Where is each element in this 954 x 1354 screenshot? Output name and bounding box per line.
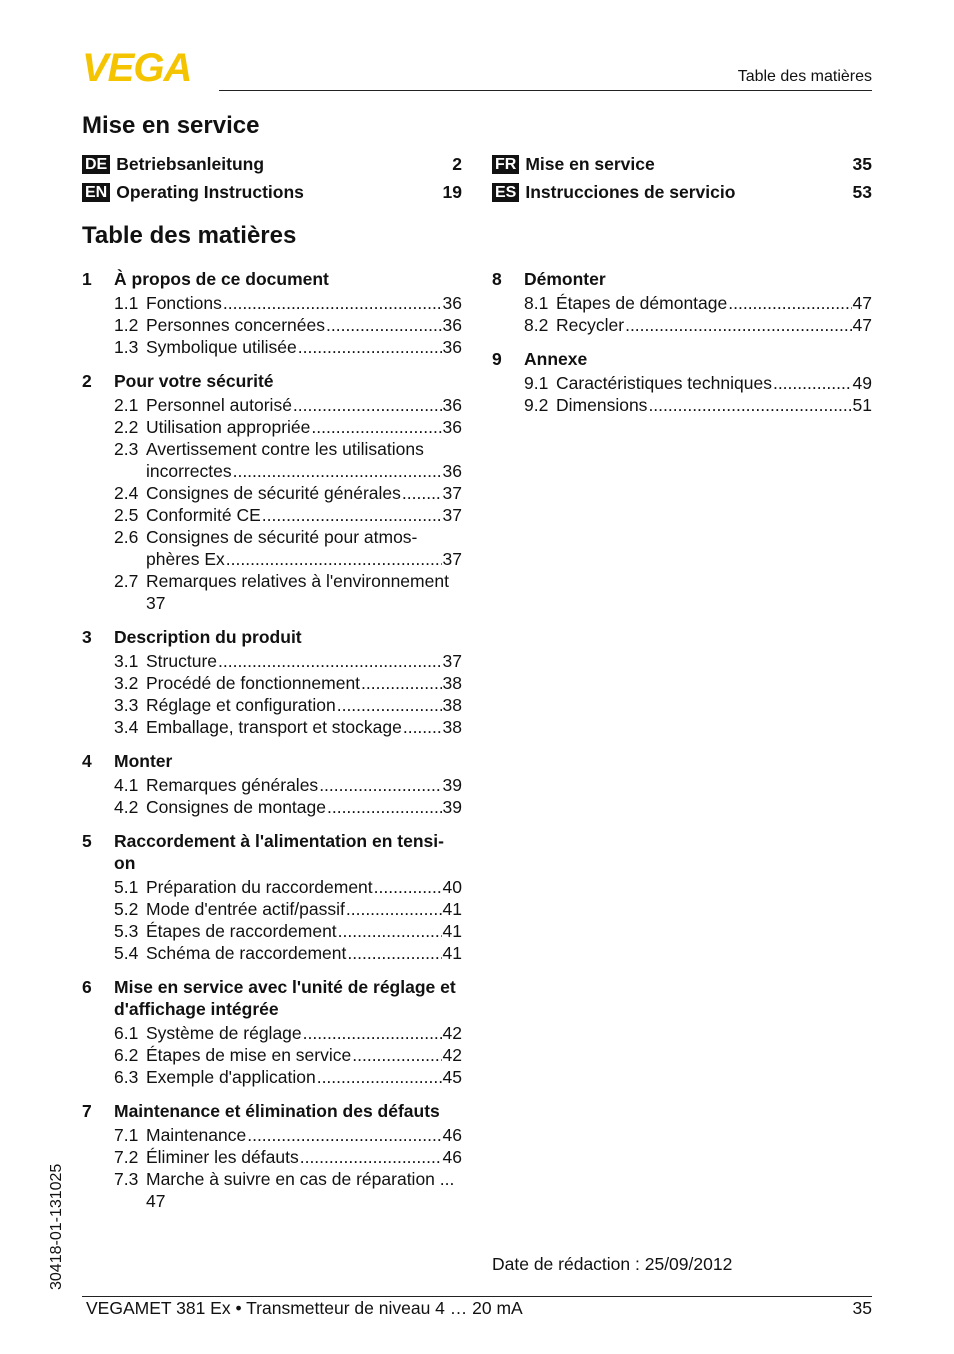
entry-text: Consignes de sécurité pour atmos-: [146, 527, 418, 547]
entry-body: [146, 394, 462, 416]
entry-text: Procédé de fonctionnement: [146, 673, 361, 693]
dot-leader: [337, 694, 442, 716]
entry-body: [556, 314, 872, 336]
toc-entry[interactable]: [82, 650, 462, 672]
section-title: Raccordement à l'alimentation en tensi- on: [114, 831, 444, 873]
entry-number: 7.2: [114, 1147, 139, 1167]
entry-number: 4.1: [114, 775, 139, 795]
entry-body: [146, 526, 462, 570]
entry-number: 2.4: [114, 483, 139, 503]
toc-section-heading[interactable]: [492, 268, 872, 290]
entry-body: [146, 774, 462, 796]
vega-logo: [82, 50, 212, 84]
entry-number: 9.1: [524, 373, 549, 393]
toc-section: [82, 830, 462, 964]
section-number: 4: [82, 751, 92, 771]
entry-number: 2.1: [114, 395, 139, 415]
lang-page: 19: [442, 181, 462, 202]
entry-number: 6.2: [114, 1045, 139, 1065]
entry-number: 6.1: [114, 1023, 139, 1043]
lang-code-badge: EN: [82, 183, 110, 202]
entry-text: Système de réglage: [146, 1023, 302, 1043]
lang-row-de[interactable]: [82, 153, 462, 175]
toc-entry[interactable]: [82, 1124, 462, 1146]
entry-body: [146, 672, 462, 694]
toc-entry[interactable]: [82, 774, 462, 796]
dot-leader: [233, 460, 442, 482]
entry-number: 7.1: [114, 1125, 139, 1145]
entry-page: 37: [442, 651, 462, 671]
entry-body: [146, 694, 462, 716]
entry-text: Marche à suivre en cas de réparation ...: [146, 1169, 455, 1189]
entry-text: Mode d'entrée actif/passif: [146, 899, 345, 919]
dot-leader: [347, 942, 441, 964]
entry-number: 1.1: [114, 293, 139, 313]
entry-body: [146, 336, 462, 358]
section-number: 3: [82, 627, 92, 647]
entry-page: 37: [442, 505, 462, 525]
entry-text: Conformité CE: [146, 505, 261, 525]
entry-number: 6.3: [114, 1067, 139, 1087]
toc-entry[interactable]: [82, 504, 462, 526]
entry-number: 2.2: [114, 417, 139, 437]
entry-continuation: [146, 548, 462, 570]
lang-row-fr[interactable]: [492, 153, 872, 175]
languages-heading: Mise en service: [82, 112, 260, 139]
toc-heading: Table des matières: [82, 222, 297, 249]
entry-body: [146, 292, 462, 314]
toc-section-heading[interactable]: [82, 1100, 462, 1122]
toc-entry[interactable]: [82, 1044, 462, 1066]
toc-entry[interactable]: [492, 292, 872, 314]
entry-body: [146, 1146, 462, 1168]
section-title: Pour votre sécurité: [114, 371, 274, 391]
entry-page: 36: [442, 417, 462, 437]
toc-entry[interactable]: [82, 416, 462, 438]
entry-text: Schéma de raccordement: [146, 943, 347, 963]
section-number: 6: [82, 977, 92, 997]
dot-leader: [303, 1022, 442, 1044]
toc-section-heading[interactable]: [492, 348, 872, 370]
entry-page: 38: [442, 717, 462, 737]
section-number: 9: [492, 349, 502, 369]
dot-leader: [403, 716, 442, 738]
entry-number: 1.3: [114, 337, 139, 357]
entry-number: 3.2: [114, 673, 139, 693]
toc-entry[interactable]: [492, 314, 872, 336]
entry-page: 39: [442, 775, 462, 795]
toc-section-heading[interactable]: [82, 268, 462, 290]
entry-body: [146, 1066, 462, 1088]
toc-section-heading[interactable]: [82, 626, 462, 648]
entry-number: 5.1: [114, 877, 139, 897]
entry-body: [146, 1044, 462, 1066]
entry-number: 9.2: [524, 395, 549, 415]
toc-entry[interactable]: [82, 1066, 462, 1088]
dot-leader: [625, 314, 851, 336]
entry-page: 37: [442, 483, 462, 503]
toc-entry[interactable]: [492, 372, 872, 394]
section-title: Monter: [114, 751, 173, 771]
section-number: 1: [82, 269, 92, 289]
entry-text: Réglage et configuration: [146, 695, 336, 715]
entry-body: [146, 650, 462, 672]
entry-body: [146, 504, 462, 526]
toc-entry[interactable]: [82, 942, 462, 964]
entry-body: [556, 394, 872, 416]
lang-page: 2: [452, 153, 462, 174]
dot-leader: [346, 898, 442, 920]
entry-text: Étapes de démontage: [556, 293, 728, 313]
entry-page: 40: [442, 877, 462, 897]
entry-text: Personnel autorisé: [146, 395, 292, 415]
entry-number: 3.3: [114, 695, 139, 715]
lang-label: Betriebsanleitung: [116, 153, 265, 174]
entry-text: Étapes de raccordement: [146, 921, 337, 941]
entry-text: Consignes de sécurité générales: [146, 483, 401, 503]
section-title: Démonter: [524, 269, 606, 289]
toc-entry[interactable]: [82, 672, 462, 694]
toc-entry[interactable]: [82, 920, 462, 942]
toc-section-heading[interactable]: [82, 830, 462, 874]
entry-page: 42: [442, 1045, 462, 1065]
entry-text: Symbolique utilisée: [146, 337, 297, 357]
lang-label: Operating Instructions: [116, 181, 304, 202]
toc-section: [492, 348, 872, 416]
entry-body: [146, 482, 462, 504]
toc-entry[interactable]: [82, 1022, 462, 1044]
section-title: Annexe: [524, 349, 588, 369]
toc-column-left: [82, 268, 462, 1224]
dot-leader: [319, 774, 441, 796]
dot-leader: [247, 1124, 441, 1146]
entry-text: Avertissement contre les utilisations: [146, 439, 424, 459]
dot-leader: [218, 650, 442, 672]
header-rule: [219, 90, 872, 91]
entry-page: 36: [442, 315, 462, 335]
entry-text: Structure: [146, 651, 217, 671]
toc-entry[interactable]: [82, 796, 462, 818]
toc-section: [82, 1100, 462, 1212]
entry-text: Recycler: [556, 315, 625, 335]
entry-page: 36: [442, 293, 462, 313]
toc-column-right: [492, 268, 872, 428]
lang-page: 53: [852, 181, 872, 202]
toc-entry[interactable]: [82, 336, 462, 358]
entry-text: Personnes concernées: [146, 315, 325, 335]
section-number: 8: [492, 269, 502, 289]
toc-entry[interactable]: [82, 482, 462, 504]
entry-text: Utilisation appropriée: [146, 417, 311, 437]
entry-number: 8.2: [524, 315, 549, 335]
entry-number: 5.3: [114, 921, 139, 941]
entry-text: Remarques générales: [146, 775, 319, 795]
lang-label: Instrucciones de servicio: [525, 181, 736, 202]
lang-code-badge: FR: [492, 155, 519, 174]
dot-leader: [300, 1146, 442, 1168]
entry-number: 7.3: [114, 1169, 139, 1189]
dot-leader: [352, 1044, 441, 1066]
entry-number: 2.3: [114, 439, 139, 459]
entry-number: 1.2: [114, 315, 139, 335]
entry-page: 41: [442, 943, 462, 963]
entry-number: 5.4: [114, 943, 139, 963]
entry-page: 36: [442, 337, 462, 357]
entry-text: Maintenance: [146, 1125, 247, 1145]
toc-section-heading[interactable]: [82, 976, 462, 1020]
toc-section: [82, 626, 462, 738]
entry-page: 36: [442, 395, 462, 415]
toc-entry[interactable]: [82, 876, 462, 898]
dot-leader: [262, 504, 442, 526]
entry-text: Dimensions: [556, 395, 648, 415]
entry-page: 47: [852, 293, 872, 313]
entry-number: 2.7: [114, 571, 139, 591]
entry-body: [556, 292, 872, 314]
entry-text: Remarques relatives à l'environnement: [146, 571, 449, 591]
entry-body: [146, 716, 462, 738]
entry-number: 5.2: [114, 899, 139, 919]
dot-leader: [402, 482, 442, 504]
entry-body: [146, 1168, 462, 1212]
lang-row-es[interactable]: [492, 181, 872, 203]
dot-leader: [317, 1066, 442, 1088]
entry-text: Fonctions: [146, 293, 222, 313]
dot-leader: [728, 292, 851, 314]
toc-entry[interactable]: [82, 898, 462, 920]
entry-text: Emballage, transport et stockage: [146, 717, 402, 737]
toc-entry[interactable]: [82, 438, 462, 482]
toc-entry[interactable]: [82, 314, 462, 336]
toc-entry[interactable]: [82, 526, 462, 570]
footer-page-number: 35: [852, 1298, 872, 1318]
dot-leader: [374, 876, 442, 898]
entry-number: 4.2: [114, 797, 139, 817]
entry-body: [146, 942, 462, 964]
entry-page: 42: [442, 1023, 462, 1043]
entry-number: 3.1: [114, 651, 139, 671]
dot-leader: [298, 336, 442, 358]
entry-text: Préparation du raccordement: [146, 877, 373, 897]
entry-text: Éliminer les défauts: [146, 1147, 299, 1167]
section-title: Description du produit: [114, 627, 302, 647]
entry-body: [146, 920, 462, 942]
section-number: 7: [82, 1101, 92, 1121]
section-title: À propos de ce document: [114, 269, 329, 289]
dot-leader: [648, 394, 851, 416]
running-title: Table des matières: [737, 68, 872, 85]
entry-body: [146, 1124, 462, 1146]
lang-code-badge: DE: [82, 155, 110, 174]
toc-entry[interactable]: [492, 394, 872, 416]
entry-body: [146, 898, 462, 920]
entry-page: 51: [852, 395, 872, 415]
entry-page: 46: [442, 1125, 462, 1145]
toc-entry[interactable]: [82, 394, 462, 416]
entry-text: Caractéristiques techniques: [556, 373, 772, 393]
logo-text: VEGA: [82, 50, 192, 84]
toc-section-heading[interactable]: [82, 370, 462, 392]
entry-continuation: [146, 592, 462, 614]
entry-page: 47: [852, 315, 872, 335]
entry-body: [146, 1022, 462, 1044]
entry-page: 38: [442, 695, 462, 715]
dot-leader: [223, 292, 442, 314]
dot-leader: [311, 416, 441, 438]
dot-leader: [226, 548, 442, 570]
toc-entry[interactable]: [82, 292, 462, 314]
toc-entry[interactable]: [82, 1168, 462, 1212]
dot-leader: [773, 372, 852, 394]
dot-leader: [327, 796, 442, 818]
entry-number: 2.6: [114, 527, 139, 547]
entry-page: 46: [442, 1147, 462, 1167]
entry-page: 37: [146, 593, 166, 613]
dot-leader: [338, 920, 442, 942]
section-title: Maintenance et élimination des défauts: [114, 1101, 440, 1121]
entry-text-continued: phères Ex: [146, 549, 225, 569]
entry-body: [146, 570, 462, 614]
toc-section: [82, 976, 462, 1088]
entry-body: [146, 438, 462, 482]
entry-number: 2.5: [114, 505, 139, 525]
entry-page: 36: [442, 461, 462, 481]
edition-date: Date de rédaction : 25/09/2012: [492, 1254, 733, 1274]
document-code: 30418-01-131025: [48, 1163, 65, 1290]
entry-text: Étapes de mise en service: [146, 1045, 352, 1065]
entry-text-continued: incorrectes: [146, 461, 232, 481]
entry-number: 3.4: [114, 717, 139, 737]
entry-number: 8.1: [524, 293, 549, 313]
section-title: Mise en service avec l'unité de réglage et d'affichage intégrée: [114, 977, 456, 1019]
lang-label: Mise en service: [525, 153, 655, 174]
entry-body: [146, 416, 462, 438]
toc-section-heading[interactable]: [82, 750, 462, 772]
toc-section: [82, 370, 462, 614]
entry-continuation: [146, 1190, 462, 1212]
lang-page: 35: [852, 153, 872, 174]
dot-leader: [293, 394, 442, 416]
section-number: 5: [82, 831, 92, 851]
toc-section: [492, 268, 872, 336]
toc-section: [82, 750, 462, 818]
entry-body: [556, 372, 872, 394]
entry-text: Consignes de montage: [146, 797, 326, 817]
footer-rule: [82, 1296, 872, 1297]
entry-page: 47: [146, 1191, 166, 1211]
dot-leader: [361, 672, 441, 694]
entry-page: 45: [442, 1067, 462, 1087]
dot-leader: [326, 314, 442, 336]
toc-entry[interactable]: [82, 570, 462, 614]
entry-text: Exemple d'application: [146, 1067, 316, 1087]
entry-body: [146, 314, 462, 336]
entry-page: 39: [442, 797, 462, 817]
entry-page: 41: [442, 899, 462, 919]
entry-page: 37: [442, 549, 462, 569]
entry-body: [146, 876, 462, 898]
entry-continuation: [146, 460, 462, 482]
entry-page: 49: [852, 373, 872, 393]
toc-entry[interactable]: [82, 1146, 462, 1168]
toc-section: [82, 268, 462, 358]
toc-entry[interactable]: [82, 716, 462, 738]
lang-code-badge: ES: [492, 183, 519, 202]
toc-entry[interactable]: [82, 694, 462, 716]
entry-body: [146, 796, 462, 818]
lang-row-en[interactable]: [82, 181, 462, 203]
entry-page: 41: [442, 921, 462, 941]
entry-page: 38: [442, 673, 462, 693]
section-number: 2: [82, 371, 92, 391]
footer-product: VEGAMET 381 Ex • Transmetteur de niveau 4 … 20 mA: [86, 1298, 523, 1318]
